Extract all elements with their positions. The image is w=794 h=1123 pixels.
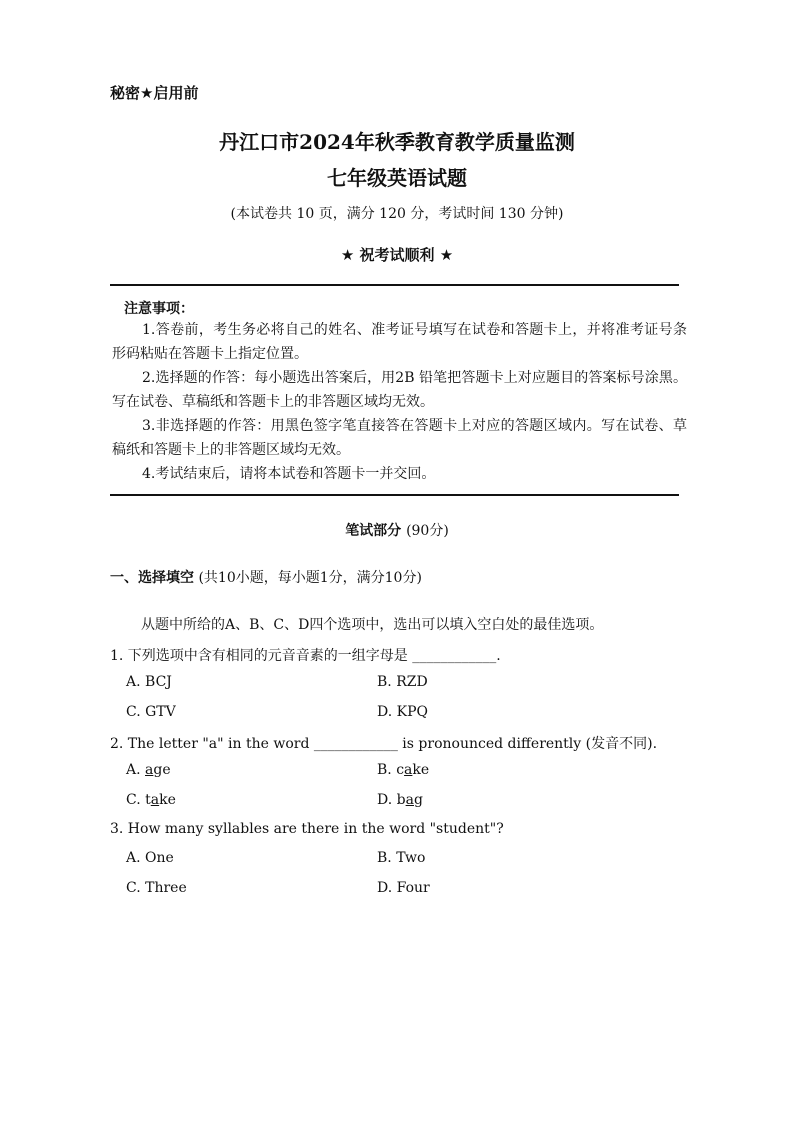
section-info: (共10小题，每小题1分，满分10分)	[198, 570, 422, 586]
option-letter: B.	[377, 674, 392, 690]
option-letter: D.	[377, 792, 393, 808]
option-letter: A.	[126, 674, 141, 690]
exam-title: 丹江口市2024年秋季教育教学质量监测	[219, 130, 575, 154]
option-letter: A.	[126, 762, 141, 778]
option-word-prefix: b	[396, 792, 406, 808]
underlined-letter: a	[150, 792, 160, 808]
question-1-stem: 1. 下列选项中含有相同的元音音素的一组字母是 ____________.	[110, 648, 501, 664]
section-title: 一、选择填空	[110, 570, 194, 586]
notice-item: 1.答卷前，考生务必将自己的姓名、准考证号填写在试卷和答题卡上，并将准考证号条形码粘贴在答题卡上指定位置。	[112, 322, 687, 362]
option-word-suffix: ke	[159, 792, 176, 808]
question-1-option-a	[126, 674, 172, 690]
question-3-stem: 3. How many syllables are there in the word "student"?	[110, 821, 504, 837]
option-word	[397, 792, 423, 808]
option-text: BCJ	[145, 674, 172, 690]
option-word-suffix: ge	[153, 762, 171, 778]
option-letter: A.	[126, 850, 141, 866]
part-title-text: 笔试部分	[345, 523, 402, 539]
question-1-option-c	[126, 704, 176, 720]
question-2-option-b	[377, 762, 429, 778]
option-word	[145, 792, 176, 808]
option-word	[396, 762, 429, 778]
section-instructions: 从题中所给的A、B、C、D四个选项中，选出可以填入空白处的最佳选项。	[141, 617, 604, 633]
option-word	[145, 762, 171, 778]
option-word-prefix: t	[145, 792, 151, 808]
option-letter: B.	[377, 850, 392, 866]
underlined-letter: a	[145, 762, 154, 778]
option-word-prefix: c	[396, 762, 405, 778]
top-divider	[110, 284, 679, 286]
notice-list	[112, 318, 687, 486]
option-text: Four	[396, 880, 430, 896]
notice-item: 3.非选择题的作答：用黑色签字笔直接答在答题卡上对应的答题区域内。写在试卷、草稿纸和答题卡上的非答题区域均无效。	[112, 418, 687, 458]
option-text: GTV	[145, 704, 176, 720]
option-letter: D.	[377, 880, 393, 896]
part-title	[0, 520, 794, 540]
option-text: RZD	[396, 674, 428, 690]
question-3-option-d	[377, 880, 430, 896]
option-word-suffix: ke	[412, 762, 430, 778]
confidentiality-label: 秘密★启用前	[110, 84, 199, 102]
question-2-option-a	[126, 762, 171, 778]
question-2-stem: 2. The letter "a" in the word ____________ is pronounced differently (发音不同).	[110, 736, 658, 752]
good-luck-banner: ★ 祝考试顺利 ★	[340, 246, 454, 264]
bottom-divider	[110, 494, 679, 496]
question-2-option-d	[377, 792, 423, 808]
part-score: (90分)	[406, 523, 449, 539]
option-word-suffix: g	[413, 792, 423, 808]
option-letter: C.	[126, 792, 141, 808]
notice-heading: 注意事项：	[124, 301, 194, 317]
option-letter: C.	[126, 880, 141, 896]
underlined-letter: a	[405, 792, 414, 808]
question-1-option-b	[377, 674, 428, 690]
exam-subject-title: 七年级英语试题	[327, 166, 467, 190]
option-text: KPQ	[396, 704, 428, 720]
option-text: One	[145, 850, 174, 866]
question-3-option-c	[126, 880, 187, 896]
option-letter: C.	[126, 704, 141, 720]
question-3-option-b	[377, 850, 425, 866]
question-3-option-a	[126, 850, 174, 866]
option-letter: B.	[377, 762, 392, 778]
section-heading	[110, 567, 422, 587]
option-text: Three	[145, 880, 187, 896]
exam-info: (本试卷共 10 页，满分 120 分，考试时间 130 分钟)	[230, 206, 564, 222]
notice-item: 2.选择题的作答：每小题选出答案后，用2B 铅笔把答题卡上对应题目的答案标号涂黑。写在试卷、草稿纸和答题卡上的非答题区域均无效。	[112, 370, 687, 410]
option-text: Two	[396, 850, 426, 866]
question-1-option-d	[377, 704, 428, 720]
question-2-option-c	[126, 792, 176, 808]
option-letter: D.	[377, 704, 393, 720]
underlined-letter: a	[404, 762, 413, 778]
notice-item: 4.考试结束后，请将本试卷和答题卡一并交回。	[142, 466, 436, 482]
